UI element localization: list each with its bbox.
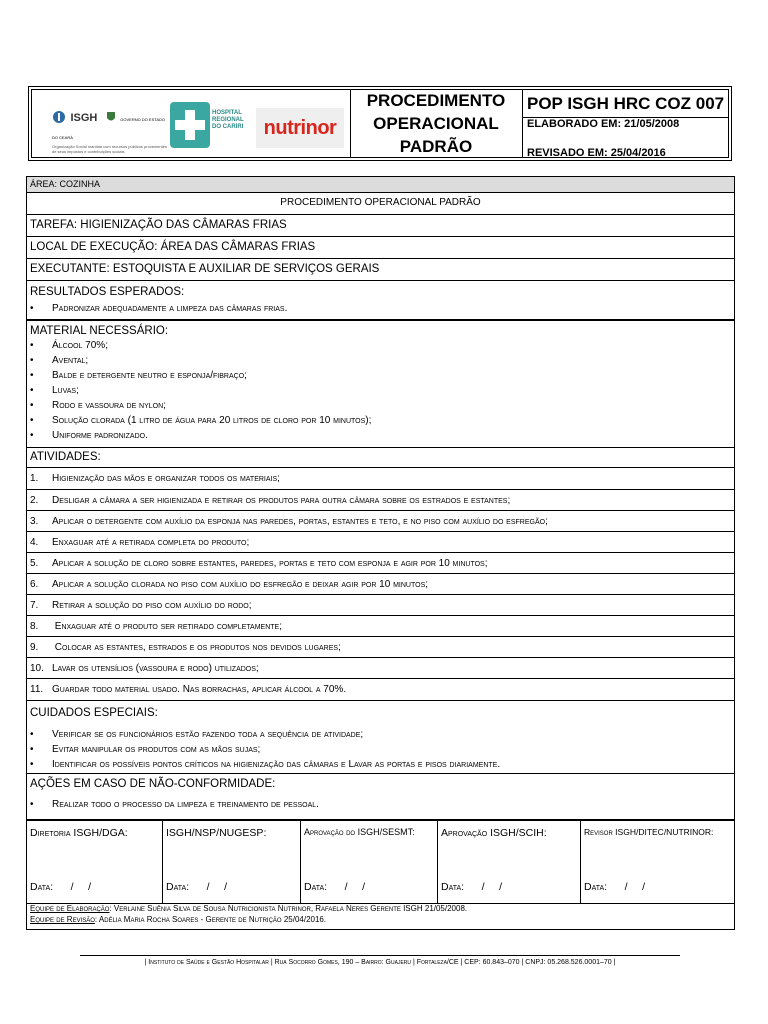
procedure-table	[26, 176, 735, 930]
list-item: • Uniforme padronizado.	[30, 430, 148, 441]
cuidados-row	[27, 701, 734, 774]
page-footer: | Instituto de Saúde e Gestão Hospitalar | Rua Socorro Gomes, 190 – Bairro: Guajeru | Fortaleza/CE | CEP: 60.843–070 | CNPJ: 05.268.526.0001–70 |	[80, 955, 680, 966]
list-item: • Balde e detergente neutro e esponja/fibraço;	[30, 370, 247, 381]
table-row: 3. Aplicar o detergente com auxílio da esponja nas paredes, portas, estantes e teto, e no piso com auxílio do esfregão;	[27, 511, 734, 532]
nutrinor-logo-text: nutrinor	[263, 116, 337, 139]
list-item: • Solução clorada (1 litro de água para 20 litros de cloro por 10 minutos);	[30, 415, 371, 426]
equipe-elaboracao: Equipe de Elaboração: Verlaine Suênia Silva de Sousa Nutricionista Nutrinor, Rafaela Neres Gerente ISGH 21/05/2008.	[30, 904, 468, 913]
list-item: • Identificar os possíveis pontos críticos na higienização das câmaras e Lavar as portas e pisos diariamente.	[30, 759, 500, 770]
procedure-title	[350, 90, 523, 157]
table-row: 8. Enxaguar até o produto ser retirado completamente;	[27, 616, 734, 637]
area-row	[27, 177, 734, 193]
isgh-mark-icon	[52, 110, 66, 124]
table-row: 1. Higienização das mãos e organizar todos os materiais;	[27, 468, 734, 490]
local-row	[27, 237, 734, 259]
table-row: 7. Retirar a solução do piso com auxílio do rodo;	[27, 595, 734, 616]
hospital-logo	[170, 102, 250, 152]
resultados-row	[27, 281, 734, 321]
isgh-tagline: Organização Social mantida com recursos públicos provenientes de seus impostos e contribuições sociais	[52, 144, 167, 154]
hospital-cross-icon	[170, 102, 210, 148]
signature-cell-revisor: Revisor ISGH/DITEC/NUTRINOR: Data: / /	[584, 827, 714, 893]
ceara-crest-icon	[106, 111, 116, 123]
cuidados-label: CUIDADOS ESPECIAIS:	[30, 707, 158, 719]
table-row: 9. Colocar as estantes, estrados e os produtos nos devidos lugares;	[27, 637, 734, 658]
signature-cell-nugesp: ISGH/NSP/NUGESP: Data: / /	[163, 821, 301, 903]
list-item: • Luvas;	[30, 385, 79, 396]
signature-cell-scih: Aprovação ISGH/SCIH: Data: / /	[438, 821, 581, 903]
list-item: • Rodo e vassoura de nylon;	[30, 400, 166, 411]
title-line-3: PADRÃO	[399, 137, 473, 156]
signature-cell-dga: Diretoria ISGH/DGA: Data: / /	[27, 821, 163, 903]
pop-code: POP ISGH HRC COZ 007	[522, 90, 728, 118]
table-row: 2. Desligar a câmara a ser higienizada e retirar os produtos para outra câmara sobre os estrados e estantes;	[27, 490, 734, 511]
list-item: • Álcool 70%;	[30, 340, 108, 351]
logos-area	[32, 90, 351, 157]
table-row: 10. Lavar os utensílios (vassoura e rodo) utilizados;	[27, 658, 734, 679]
list-item: • Avental;	[30, 355, 88, 366]
table-row: 6. Aplicar a solução clorada no piso com auxílio do esfregão e deixar agir por 10 minutos;	[27, 574, 734, 595]
signature-cell-sesmt: Aprovação do ISGH/SESMT: Data: / /	[301, 821, 438, 903]
signatures-row	[27, 819, 734, 904]
isgh-logo	[52, 108, 172, 154]
table-row: 4. Enxaguar até a retirada completa do produto;	[27, 532, 734, 553]
material-row	[27, 321, 734, 448]
list-item: • Verificar se os funcionários estão fazendo toda a sequência de atividade;	[30, 729, 363, 740]
area-label: ÁREA: COZINHA	[30, 179, 101, 189]
hospital-logo-text: HOSPITAL REGIONAL DO CARIRI	[212, 110, 244, 130]
list-item: • Realizar todo o processo da limpeza e treinamento de pessoal.	[30, 799, 319, 810]
tarefa-row	[27, 215, 734, 237]
revisado-date: REVISADO EM: 25/04/2016	[527, 147, 666, 159]
pop-info-box	[522, 90, 728, 157]
atividades-label: ATIVIDADES:	[30, 451, 101, 463]
resultados-label: RESULTADOS ESPERADOS:	[30, 286, 185, 298]
section-title: PROCEDIMENTO OPERACIONAL PADRÃO	[280, 197, 481, 208]
executante-row	[27, 259, 734, 281]
list-item: • Padronizar adequadamente a limpeza das câmaras frias.	[30, 303, 287, 314]
executante-text: EXECUTANTE: ESTOQUISTA E AUXILIAR DE SERVIÇOS GERAIS	[30, 263, 380, 275]
isgh-logo-text: ISGH	[70, 112, 98, 124]
acoes-row	[27, 774, 734, 819]
document-header	[28, 86, 732, 161]
atividades-label-row	[27, 448, 734, 468]
material-label: MATERIAL NECESSÁRIO:	[30, 325, 169, 337]
gov-logo-text: GOVERNO DO ESTADO DO CEARÁ	[52, 117, 166, 140]
title-line-1: PROCEDIMENTO	[366, 91, 506, 110]
title-line-2: OPERACIONAL	[373, 114, 499, 133]
local-text: LOCAL DE EXECUÇÃO: ÁREA DAS CÂMARAS FRIAS	[30, 241, 316, 253]
acoes-label: AÇÕES EM CASO DE NÃO-CONFORMIDADE:	[30, 778, 276, 790]
section-title-row	[27, 193, 734, 215]
equipe-revisao: Equipe de Revisão: Adélia Maria Rocha Soares - Gerente de Nutrição 25/04/2016.	[30, 915, 327, 924]
elaborado-date: ELABORADO EM: 21/05/2008	[527, 118, 680, 130]
table-row: 5. Aplicar a solução de cloro sobre estantes, paredes, portas e teto com esponja e agir por 10 minutos;	[27, 553, 734, 574]
list-item: • Evitar manipular os produtos com as mãos sujas;	[30, 744, 260, 755]
header-inner	[31, 89, 729, 158]
tarefa-text: TAREFA: HIGIENIZAÇÃO DAS CÂMARAS FRIAS	[30, 219, 287, 231]
table-row: 11. Guardar todo material usado. Nas borrachas, aplicar álcool a 70%.	[27, 679, 734, 701]
nutrinor-logo	[256, 108, 344, 148]
